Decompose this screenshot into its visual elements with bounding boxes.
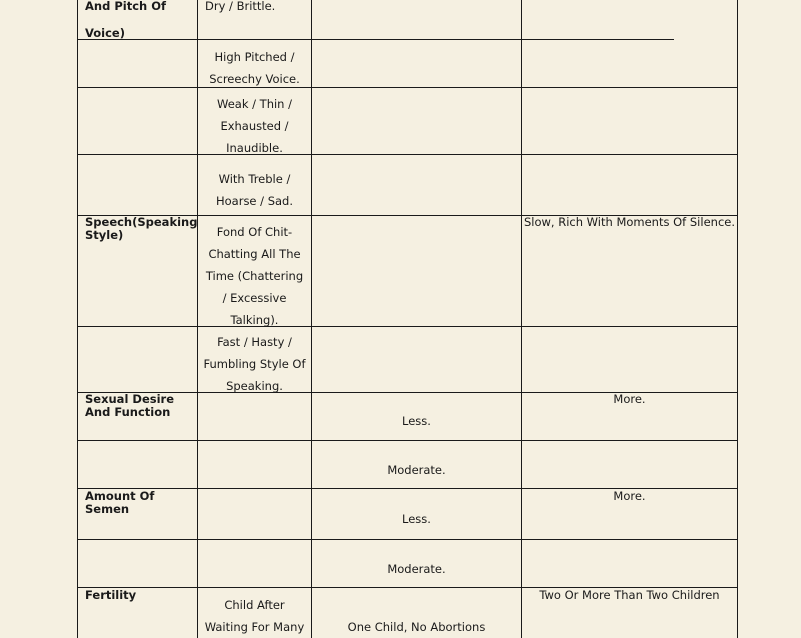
table-cell: Less.	[402, 414, 431, 428]
table-cell: Exhausted /	[220, 119, 289, 133]
row-divider	[77, 87, 738, 88]
column-divider	[311, 0, 312, 638]
row-label-semen: Semen	[85, 502, 130, 516]
row-label-sexual-desire: Sexual Desire	[85, 392, 174, 406]
row-divider	[77, 440, 738, 441]
table-cell: More.	[613, 392, 646, 406]
table-cell: Child After	[224, 598, 285, 612]
table-cell: More.	[613, 489, 646, 503]
table-border-left	[77, 0, 78, 638]
table-cell: Fumbling Style Of	[203, 357, 306, 371]
table-cell: Time (Chattering	[205, 269, 304, 283]
table-cell: Two Or More Than Two Children	[539, 588, 720, 602]
row-label-voice-pitch: And Pitch Of	[85, 0, 166, 13]
row-divider	[77, 39, 674, 40]
table-cell: Less.	[402, 512, 431, 526]
table-cell: Moderate.	[387, 562, 446, 576]
table-cell: High Pitched /	[214, 50, 295, 64]
row-label-semen: Amount Of	[85, 489, 155, 503]
table-cell: Fast / Hasty /	[217, 335, 292, 349]
table-cell: Waiting For Many	[204, 620, 305, 634]
row-label-fertility: Fertility	[85, 588, 137, 602]
row-divider	[77, 539, 738, 540]
column-divider	[521, 0, 522, 638]
row-divider	[77, 326, 738, 327]
row-label-voice-pitch: Voice)	[85, 26, 125, 40]
table-cell: Talking).	[230, 313, 279, 327]
table-cell: Inaudible.	[226, 141, 283, 155]
table-cell: Speaking.	[226, 379, 283, 393]
table-cell: Hoarse / Sad.	[215, 194, 293, 208]
row-label-speech: Speech(Speaking	[85, 215, 198, 229]
table-cell: One Child, No Abortions	[347, 620, 486, 634]
table-cell: Screechy Voice.	[209, 72, 300, 86]
table-border-right	[737, 0, 738, 638]
table-cell: With Treble /	[218, 172, 291, 186]
table-cell: Moderate.	[387, 463, 446, 477]
row-divider	[77, 154, 738, 155]
table-cell: Fond Of Chit-	[216, 225, 293, 239]
row-label-sexual-desire: And Function	[85, 405, 171, 419]
table-cell: Dry / Brittle.	[205, 0, 276, 13]
table-cell: Chatting All The	[208, 247, 301, 261]
table-cell: Weak / Thin /	[217, 97, 292, 111]
table-cell: Slow, Rich With Moments Of Silence.	[523, 215, 735, 229]
table-cell: / Excessive	[222, 291, 287, 305]
row-label-speech: Style)	[85, 228, 124, 242]
